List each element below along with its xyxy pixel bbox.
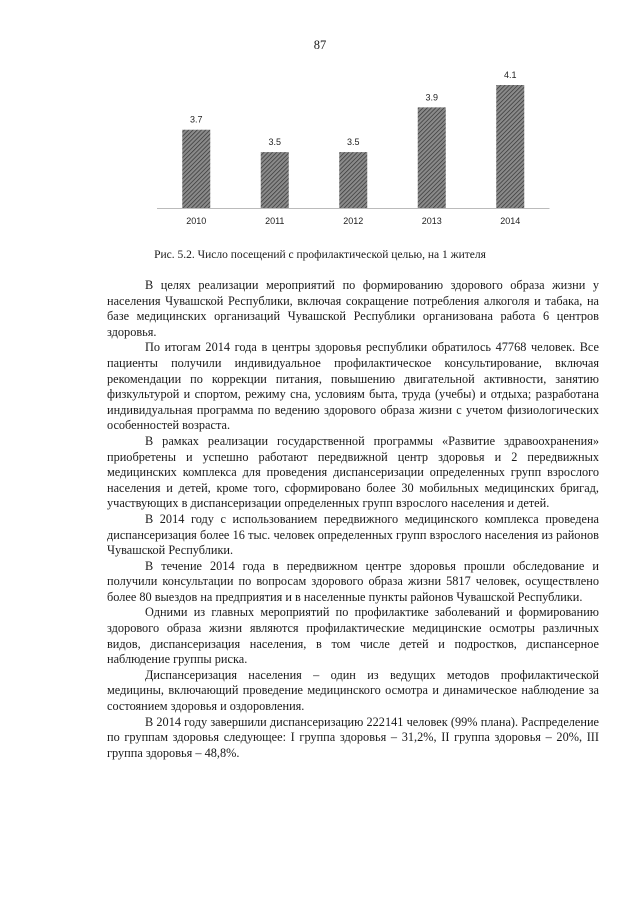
- data-label-2011: 3.5: [268, 137, 282, 148]
- bar-2012: [339, 152, 367, 208]
- paragraph: Диспансеризация населения – один из ведущих методов профилактической медицины, включающий проведение медицинского осмотра и динамическое наблюдение за состоянием здоровья и оздоровления.: [107, 667, 599, 714]
- body-text: [107, 278, 599, 761]
- paragraph: В 2014 году завершили диспансеризацию 222141 человек (99% плана). Распределение по группам здоровья следующее: I группа здоровья – 31,2%, II группа здоровья – 20%, III группа здоровья – 48,8%.: [107, 714, 599, 760]
- paragraph: Одними из главных мероприятий по профилактике заболеваний и формированию здорового образа жизни являются профилактические медицинские осмотры различных видов, диспансеризация населения, в том числе детей и подростков, диспансерное наблюдение группы риска.: [107, 605, 599, 667]
- bar-chart: [0, 0, 640, 240]
- x-tick-label-2013: 2013: [421, 216, 442, 226]
- chart-plot-area: [157, 70, 550, 226]
- paragraph: По итогам 2014 года в центры здоровья республики обратилось 47768 человек. Все пациенты получили индивидуальное профилактическое консультирование, включая рекомендации по коррекции питания, повышению двигательной активности, занятию физкультурой и спортом, режиму сна, условиям быта, труда (учебы) и отдыха; разработана индивидуальная программа по ведению здорового образа жизни с учетом физиологических особенностей возраста.: [107, 340, 599, 433]
- data-label-2014: 4.1: [503, 70, 517, 80]
- data-label-2013: 3.9: [425, 92, 439, 103]
- paragraph: В рамках реализации государственной программы «Развитие здравоохранения» приобретены и успешно работают передвижной центр здоровья и 2 передвижных медицинских комплекса для проведения диспансеризации определенных групп взрослого населения и детей, кроме того, сформировано более 30 мобильных медицинских бригад, участвующих в диспансеризации определенных групп взрослого населения и детей.: [107, 433, 599, 511]
- paragraph: В 2014 году с использованием передвижного медицинского комплекса проведена диспансеризация более 16 тыс. человек определенных групп взрослого населения из районов Чувашской Республики.: [107, 511, 599, 558]
- bar-2010: [182, 130, 210, 208]
- data-label-2010: 3.7: [189, 114, 203, 125]
- figure-caption: Рис. 5.2. Число посещений с профилактической целью, на 1 жителя: [154, 249, 486, 261]
- bar-2013: [418, 107, 446, 208]
- bar-2011: [261, 152, 289, 208]
- bar-2014: [496, 85, 524, 208]
- page-number: 87: [313, 38, 327, 52]
- x-tick-label-2012: 2012: [343, 216, 364, 226]
- paragraph: В целях реализации мероприятий по формированию здорового образа жизни у населения Чувашской Республики, включая сокращение потребления алкоголя и табака, на базе медицинских организаций Чувашской Республики организована работа 6 центров здоровья.: [107, 278, 599, 339]
- data-label-2012: 3.5: [346, 137, 360, 148]
- paragraph: В течение 2014 года в передвижном центре здоровья прошли обследование и получили консультации по вопросам здорового образа жизни 5817 человек, осуществлено более 80 выездов на предприятия и в населенные пункты районов Чувашской Республики.: [107, 558, 599, 604]
- x-tick-label-2011: 2011: [265, 216, 285, 226]
- x-tick-label-2010: 2010: [186, 216, 207, 226]
- x-tick-label-2014: 2014: [500, 216, 521, 226]
